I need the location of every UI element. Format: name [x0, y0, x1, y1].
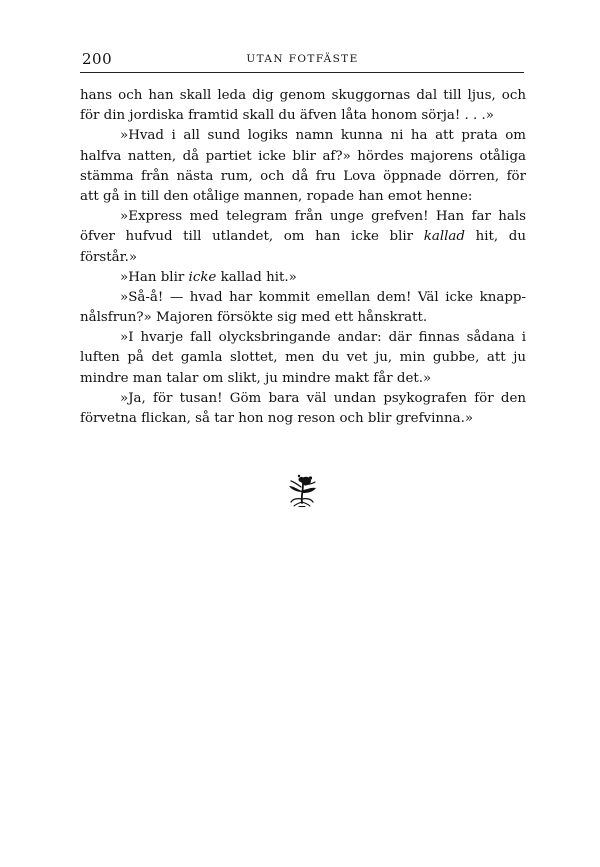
text-line: mindre man talar om slikt, ju mindre makt får det.»: [80, 370, 432, 386]
text-segment: kallad hit.»: [216, 269, 297, 285]
text-line: förvetna flickan, så tar hon nog reson och blir grefvinna.»: [80, 411, 474, 426]
text-line: »Hvad i all sund logiks namn kunna ni ha att prata om: [120, 128, 526, 144]
page-header: [80, 50, 525, 72]
text-line: stämma från nästa rum, och då fru Lova öppnade dörren, för: [80, 168, 526, 184]
text-line: för din jordiska framtid skall du äfven låta honom sörja! . . .»: [80, 108, 494, 124]
page-number: 200: [82, 50, 113, 68]
text-segment: öfver hufvud till utlandet, om han icke blir: [80, 229, 424, 245]
italic-word: icke: [188, 269, 217, 285]
vignette-flower-icon: [282, 472, 324, 508]
italic-word: kallad: [423, 229, 465, 245]
text-line: [80, 227, 526, 247]
text-line: [80, 268, 526, 288]
running-title: UTAN FOTFÄSTE: [246, 53, 359, 65]
header-rule: [80, 72, 524, 73]
text-line: nålsfrun?» Majoren försökte sig med ett hånskratt.: [80, 310, 428, 326]
text-line: »Så-å! — hvad har kommit emellan dem! Väl icke knapp-: [120, 289, 526, 305]
text-line: »I hvarje fall olycksbringande andar: där finnas sådana i: [120, 330, 526, 346]
text-line: »Express med telegram från unge grefven! Han far hals: [120, 209, 526, 225]
text-segment: »Han blir: [120, 269, 189, 285]
text-segment: hit, du: [464, 229, 526, 245]
text-line: hans och han skall leda dig genom skuggornas dal till ljus, och: [80, 88, 526, 103]
text-line: luften på det gamla slottet, men du vet ju, min gubbe, att ju: [80, 350, 526, 366]
body-text: [80, 86, 526, 429]
text-line: att gå in till den otålige mannen, ropade han emot henne:: [80, 188, 473, 204]
text-line: förstår.»: [80, 249, 138, 265]
text-line: »Ja, för tusan! Göm bara väl undan psykografen för den: [120, 390, 526, 406]
text-line: halfva natten, då partiet icke blir af?» hördes majorens otåliga: [80, 148, 526, 164]
